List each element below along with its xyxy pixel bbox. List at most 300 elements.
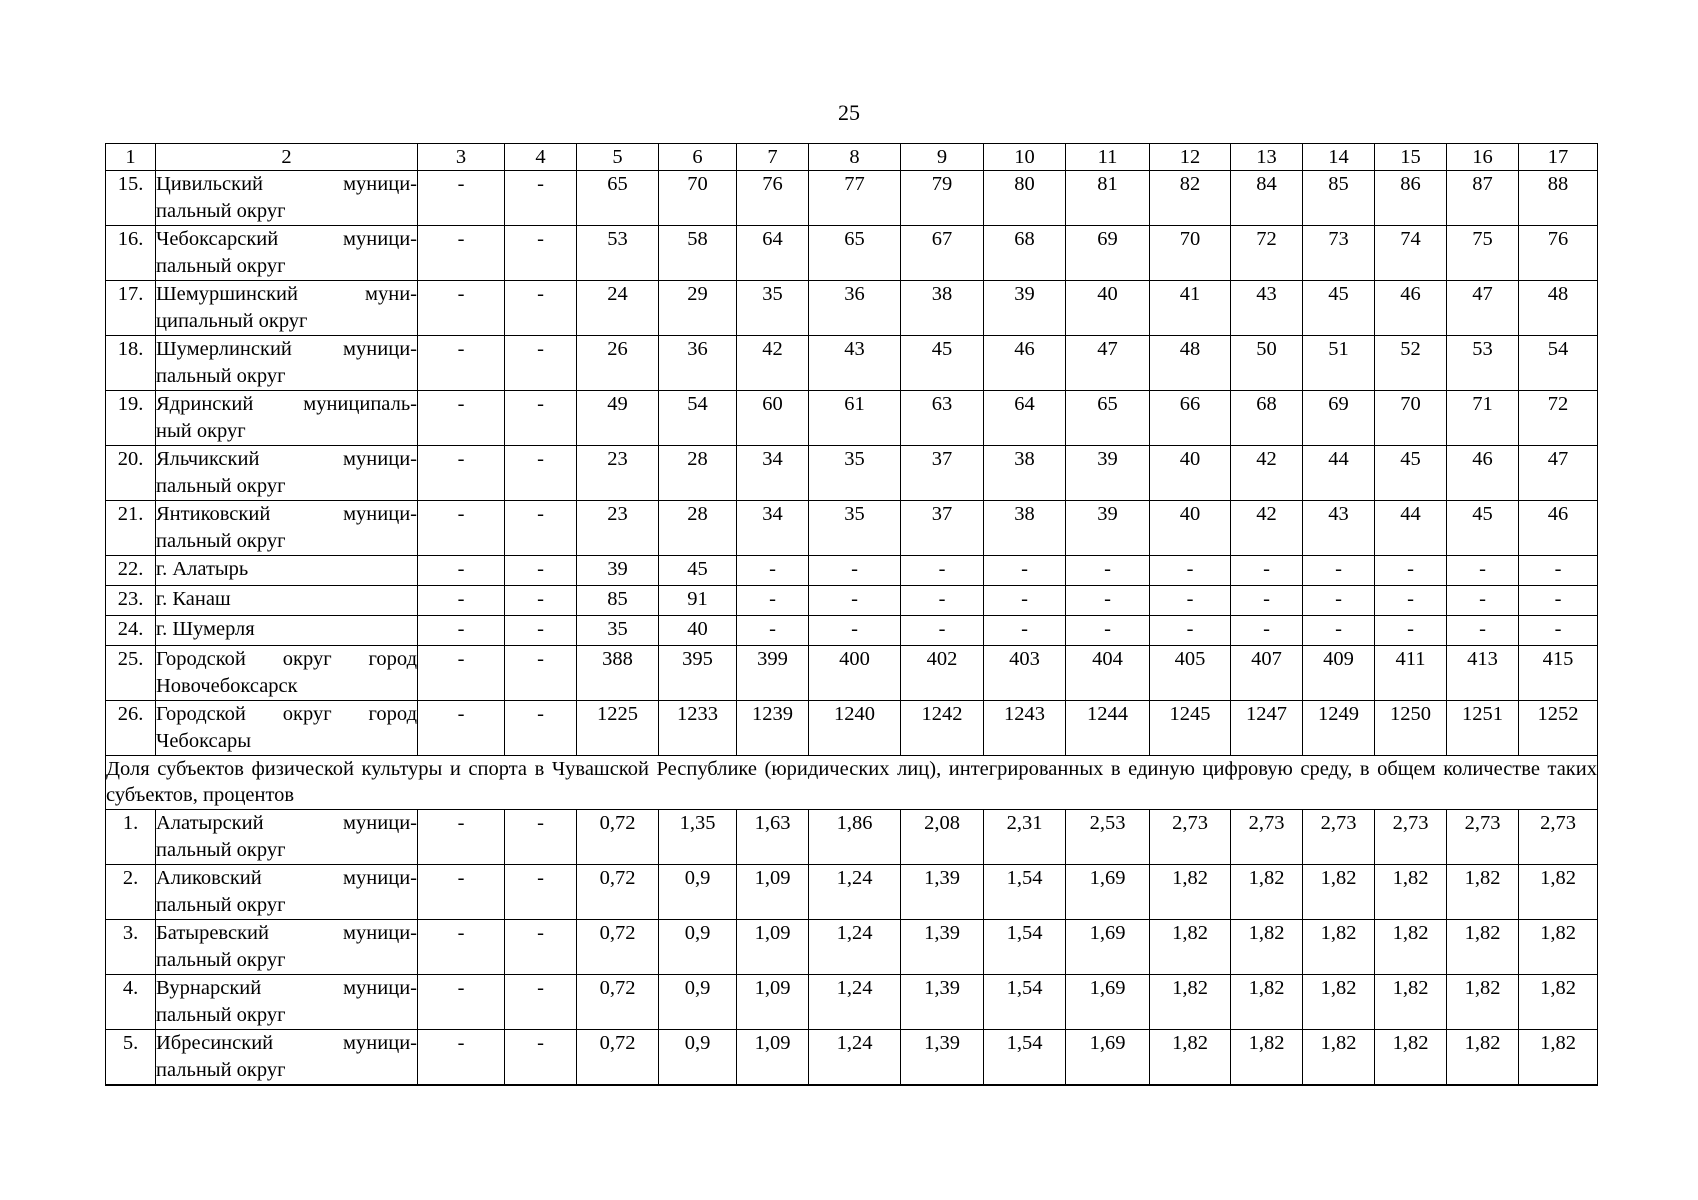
- value-cell: 68: [984, 226, 1066, 281]
- value-cell: 54: [659, 391, 737, 446]
- value-cell: 45: [1447, 501, 1519, 556]
- value-cell: 74: [1375, 226, 1447, 281]
- value-cell: -: [505, 646, 577, 701]
- municipality-name-line-1: Шумерлинский муници-: [156, 338, 417, 360]
- column-number-cell: 7: [737, 144, 809, 171]
- value-cell: -: [505, 336, 577, 391]
- municipality-name-line-2: пальный округ: [156, 475, 286, 497]
- value-cell: 0,72: [577, 920, 659, 975]
- value-cell: -: [1519, 616, 1598, 646]
- value-cell: 40: [1150, 501, 1231, 556]
- value-cell: 2,73: [1231, 810, 1303, 865]
- column-number-cell: 4: [505, 144, 577, 171]
- value-cell: 42: [1231, 446, 1303, 501]
- value-cell: 43: [1231, 281, 1303, 336]
- value-cell: 1,24: [809, 920, 901, 975]
- value-cell: 35: [809, 501, 901, 556]
- value-cell: -: [1447, 616, 1519, 646]
- value-cell: 44: [1303, 446, 1375, 501]
- municipality-name-cell: [156, 586, 418, 616]
- value-cell: 45: [659, 556, 737, 586]
- municipality-name-line-1: г. Канаш: [156, 588, 231, 610]
- value-cell: 85: [1303, 171, 1375, 226]
- value-cell: 1,82: [1303, 1030, 1375, 1086]
- municipality-name-line-2: пальный округ: [156, 1059, 286, 1081]
- municipality-name-cell: [156, 920, 418, 975]
- value-cell: 1,09: [737, 975, 809, 1030]
- row-number-cell: 17.: [106, 281, 156, 336]
- value-cell: 63: [901, 391, 984, 446]
- municipality-name-line-2: пальный округ: [156, 365, 286, 387]
- value-cell: -: [901, 586, 984, 616]
- value-cell: 1243: [984, 701, 1066, 756]
- value-cell: 45: [1303, 281, 1375, 336]
- value-cell: -: [1150, 586, 1231, 616]
- value-cell: 1,82: [1150, 920, 1231, 975]
- value-cell: 1,35: [659, 810, 737, 865]
- value-cell: 67: [901, 226, 984, 281]
- value-cell: 53: [577, 226, 659, 281]
- row-number-cell: 16.: [106, 226, 156, 281]
- value-cell: 400: [809, 646, 901, 701]
- value-cell: -: [418, 391, 505, 446]
- column-number-cell: 2: [156, 144, 418, 171]
- municipality-name-line-1: г. Шумерля: [156, 618, 255, 640]
- value-cell: 1,09: [737, 865, 809, 920]
- value-cell: 0,9: [659, 1030, 737, 1086]
- value-cell: 1,82: [1447, 975, 1519, 1030]
- municipality-name-line-1: Ядринский муниципаль-: [156, 393, 417, 415]
- value-cell: 68: [1231, 391, 1303, 446]
- value-cell: 87: [1447, 171, 1519, 226]
- value-cell: 65: [1066, 391, 1150, 446]
- value-cell: -: [1375, 616, 1447, 646]
- value-cell: 1247: [1231, 701, 1303, 756]
- row-number-cell: 18.: [106, 336, 156, 391]
- value-cell: 1,82: [1231, 920, 1303, 975]
- value-cell: 86: [1375, 171, 1447, 226]
- value-cell: 28: [659, 501, 737, 556]
- value-cell: -: [1231, 616, 1303, 646]
- value-cell: -: [418, 646, 505, 701]
- value-cell: 1,24: [809, 865, 901, 920]
- value-cell: 69: [1303, 391, 1375, 446]
- value-cell: 1233: [659, 701, 737, 756]
- value-cell: -: [737, 556, 809, 586]
- value-cell: 24: [577, 281, 659, 336]
- municipality-name-cell: [156, 226, 418, 281]
- value-cell: 47: [1519, 446, 1598, 501]
- value-cell: 35: [577, 616, 659, 646]
- column-number-cell: 13: [1231, 144, 1303, 171]
- municipality-name-cell: [156, 646, 418, 701]
- municipality-name-cell: [156, 556, 418, 586]
- value-cell: 48: [1519, 281, 1598, 336]
- value-cell: -: [1447, 556, 1519, 586]
- value-cell: 43: [1303, 501, 1375, 556]
- value-cell: 1,09: [737, 920, 809, 975]
- value-cell: 29: [659, 281, 737, 336]
- municipality-name-line-1: Вурнарский муници-: [156, 977, 417, 999]
- value-cell: 1239: [737, 701, 809, 756]
- table-row: [106, 810, 1598, 865]
- value-cell: 51: [1303, 336, 1375, 391]
- column-number-cell: 12: [1150, 144, 1231, 171]
- value-cell: -: [418, 446, 505, 501]
- value-cell: 38: [901, 281, 984, 336]
- value-cell: 70: [1375, 391, 1447, 446]
- table-header-row: [106, 144, 1598, 171]
- value-cell: 66: [1150, 391, 1231, 446]
- value-cell: 40: [1066, 281, 1150, 336]
- column-number-cell: 15: [1375, 144, 1447, 171]
- table-row: [106, 226, 1598, 281]
- municipality-name-line-1: Городской округ город: [156, 648, 417, 670]
- value-cell: -: [1066, 586, 1150, 616]
- value-cell: 37: [901, 501, 984, 556]
- row-number-cell: 5.: [106, 1030, 156, 1086]
- value-cell: -: [809, 616, 901, 646]
- value-cell: 38: [984, 446, 1066, 501]
- value-cell: -: [418, 281, 505, 336]
- value-cell: 65: [809, 226, 901, 281]
- value-cell: -: [505, 920, 577, 975]
- value-cell: 0,72: [577, 975, 659, 1030]
- value-cell: 1,82: [1231, 975, 1303, 1030]
- value-cell: -: [1231, 556, 1303, 586]
- value-cell: -: [1066, 616, 1150, 646]
- value-cell: -: [809, 556, 901, 586]
- value-cell: 46: [984, 336, 1066, 391]
- value-cell: 2,53: [1066, 810, 1150, 865]
- municipality-name-line-2: ципальный округ: [156, 310, 308, 332]
- value-cell: 1,09: [737, 1030, 809, 1086]
- municipality-name-cell: [156, 975, 418, 1030]
- value-cell: 1,69: [1066, 920, 1150, 975]
- value-cell: 58: [659, 226, 737, 281]
- value-cell: -: [505, 391, 577, 446]
- value-cell: 1,82: [1375, 865, 1447, 920]
- municipality-name-cell: [156, 616, 418, 646]
- value-cell: -: [505, 226, 577, 281]
- table-row: [106, 281, 1598, 336]
- municipality-name-line-2: ный округ: [156, 420, 246, 442]
- value-cell: 50: [1231, 336, 1303, 391]
- row-number-cell: 4.: [106, 975, 156, 1030]
- value-cell: 1242: [901, 701, 984, 756]
- value-cell: 34: [737, 446, 809, 501]
- value-cell: 2,73: [1447, 810, 1519, 865]
- column-number-cell: 8: [809, 144, 901, 171]
- value-cell: 23: [577, 446, 659, 501]
- value-cell: -: [984, 616, 1066, 646]
- column-number-cell: 3: [418, 144, 505, 171]
- value-cell: 1,82: [1447, 920, 1519, 975]
- column-number-cell: 6: [659, 144, 737, 171]
- table-row: [106, 616, 1598, 646]
- value-cell: 1,24: [809, 975, 901, 1030]
- value-cell: -: [418, 1030, 505, 1086]
- value-cell: 1249: [1303, 701, 1375, 756]
- value-cell: 28: [659, 446, 737, 501]
- row-number-cell: 15.: [106, 171, 156, 226]
- value-cell: 42: [1231, 501, 1303, 556]
- column-number-cell: 10: [984, 144, 1066, 171]
- value-cell: 43: [809, 336, 901, 391]
- value-cell: 40: [659, 616, 737, 646]
- value-cell: -: [984, 556, 1066, 586]
- value-cell: -: [418, 920, 505, 975]
- value-cell: -: [1519, 586, 1598, 616]
- value-cell: -: [505, 556, 577, 586]
- value-cell: 34: [737, 501, 809, 556]
- value-cell: -: [418, 616, 505, 646]
- column-number-cell: 1: [106, 144, 156, 171]
- value-cell: 1,69: [1066, 1030, 1150, 1086]
- row-number-cell: 19.: [106, 391, 156, 446]
- municipality-name-line-2: пальный округ: [156, 839, 286, 861]
- municipality-name-line-2: пальный округ: [156, 1004, 286, 1026]
- value-cell: -: [901, 616, 984, 646]
- value-cell: 79: [901, 171, 984, 226]
- value-cell: 402: [901, 646, 984, 701]
- value-cell: 1,82: [1303, 865, 1375, 920]
- value-cell: -: [418, 336, 505, 391]
- value-cell: 46: [1447, 446, 1519, 501]
- value-cell: 35: [809, 446, 901, 501]
- value-cell: 1251: [1447, 701, 1519, 756]
- value-cell: 52: [1375, 336, 1447, 391]
- municipality-name-line-1: Цивильский муници-: [156, 173, 417, 195]
- value-cell: 1,82: [1303, 920, 1375, 975]
- value-cell: -: [418, 701, 505, 756]
- value-cell: 85: [577, 586, 659, 616]
- value-cell: 1,82: [1150, 865, 1231, 920]
- value-cell: 0,9: [659, 975, 737, 1030]
- value-cell: 64: [737, 226, 809, 281]
- row-number-cell: 20.: [106, 446, 156, 501]
- value-cell: 1,86: [809, 810, 901, 865]
- value-cell: 413: [1447, 646, 1519, 701]
- table-row: [106, 975, 1598, 1030]
- municipality-name-cell: [156, 701, 418, 756]
- value-cell: -: [1150, 616, 1231, 646]
- row-number-cell: 26.: [106, 701, 156, 756]
- municipality-name-line-1: Батыревский муници-: [156, 922, 417, 944]
- table-row: [106, 171, 1598, 226]
- municipality-name-line-2: пальный округ: [156, 949, 286, 971]
- value-cell: -: [505, 501, 577, 556]
- value-cell: 1,82: [1519, 1030, 1598, 1086]
- value-cell: 1,69: [1066, 975, 1150, 1030]
- value-cell: 53: [1447, 336, 1519, 391]
- value-cell: -: [1231, 586, 1303, 616]
- value-cell: 44: [1375, 501, 1447, 556]
- value-cell: 1,69: [1066, 865, 1150, 920]
- municipality-name-line-1: Янтиковский муници-: [156, 503, 417, 525]
- value-cell: 2,73: [1303, 810, 1375, 865]
- municipality-name-line-2: пальный округ: [156, 200, 286, 222]
- value-cell: 1,63: [737, 810, 809, 865]
- table-row: [106, 865, 1598, 920]
- value-cell: 1,24: [809, 1030, 901, 1086]
- section-title: Доля субъектов физической культуры и спорта в Чувашской Республике (юридических лиц), интегрированных в единую цифровую среду, в общем количестве таких субъектов, процентов: [106, 756, 1598, 810]
- value-cell: 407: [1231, 646, 1303, 701]
- value-cell: 1,82: [1519, 865, 1598, 920]
- table-row: [106, 501, 1598, 556]
- value-cell: 46: [1519, 501, 1598, 556]
- municipality-name-line-1: Ибресинский муници-: [156, 1032, 417, 1054]
- table-row: [106, 391, 1598, 446]
- value-cell: 37: [901, 446, 984, 501]
- value-cell: -: [418, 226, 505, 281]
- table-row: [106, 336, 1598, 391]
- value-cell: -: [1150, 556, 1231, 586]
- value-cell: -: [418, 975, 505, 1030]
- value-cell: 23: [577, 501, 659, 556]
- value-cell: 75: [1447, 226, 1519, 281]
- value-cell: 1,82: [1231, 1030, 1303, 1086]
- value-cell: 2,31: [984, 810, 1066, 865]
- value-cell: 39: [1066, 446, 1150, 501]
- value-cell: 1,82: [1150, 975, 1231, 1030]
- value-cell: 1,39: [901, 975, 984, 1030]
- value-cell: -: [737, 586, 809, 616]
- municipality-name-line-1: г. Алатырь: [156, 558, 249, 580]
- value-cell: 26: [577, 336, 659, 391]
- value-cell: 76: [737, 171, 809, 226]
- value-cell: 42: [737, 336, 809, 391]
- row-number-cell: 3.: [106, 920, 156, 975]
- value-cell: 1252: [1519, 701, 1598, 756]
- value-cell: 65: [577, 171, 659, 226]
- value-cell: 1,82: [1150, 1030, 1231, 1086]
- value-cell: -: [505, 701, 577, 756]
- municipality-name-line-1: Яльчикский муници-: [156, 448, 417, 470]
- indicator-table: [105, 143, 1598, 1086]
- row-number-cell: 2.: [106, 865, 156, 920]
- value-cell: 1,39: [901, 920, 984, 975]
- value-cell: -: [418, 865, 505, 920]
- value-cell: 81: [1066, 171, 1150, 226]
- value-cell: 409: [1303, 646, 1375, 701]
- value-cell: 82: [1150, 171, 1231, 226]
- value-cell: -: [1375, 586, 1447, 616]
- row-number-cell: 23.: [106, 586, 156, 616]
- municipality-name-line-2: пальный округ: [156, 894, 286, 916]
- value-cell: 40: [1150, 446, 1231, 501]
- value-cell: 1225: [577, 701, 659, 756]
- value-cell: 0,72: [577, 810, 659, 865]
- municipality-name-cell: [156, 281, 418, 336]
- municipality-name-cell: [156, 865, 418, 920]
- table-row: [106, 646, 1598, 701]
- value-cell: 0,72: [577, 865, 659, 920]
- value-cell: 84: [1231, 171, 1303, 226]
- value-cell: -: [505, 281, 577, 336]
- value-cell: -: [1066, 556, 1150, 586]
- municipality-name-cell: [156, 446, 418, 501]
- column-number-cell: 11: [1066, 144, 1150, 171]
- municipality-name-cell: [156, 1030, 418, 1086]
- municipality-name-line-1: Аликовский муници-: [156, 867, 417, 889]
- value-cell: 77: [809, 171, 901, 226]
- value-cell: 1245: [1150, 701, 1231, 756]
- value-cell: 395: [659, 646, 737, 701]
- value-cell: 1,82: [1375, 920, 1447, 975]
- value-cell: 71: [1447, 391, 1519, 446]
- value-cell: 1,82: [1447, 865, 1519, 920]
- value-cell: 61: [809, 391, 901, 446]
- value-cell: 76: [1519, 226, 1598, 281]
- value-cell: 70: [659, 171, 737, 226]
- row-number-cell: 22.: [106, 556, 156, 586]
- value-cell: -: [505, 810, 577, 865]
- value-cell: 70: [1150, 226, 1231, 281]
- value-cell: -: [418, 501, 505, 556]
- value-cell: -: [1303, 616, 1375, 646]
- value-cell: 80: [984, 171, 1066, 226]
- value-cell: 399: [737, 646, 809, 701]
- value-cell: -: [505, 616, 577, 646]
- municipality-name-cell: [156, 501, 418, 556]
- municipality-name-line-2: пальный округ: [156, 530, 286, 552]
- municipality-name-line-1: Шемуршинский муни-: [156, 283, 417, 305]
- value-cell: 39: [577, 556, 659, 586]
- column-number-cell: 16: [1447, 144, 1519, 171]
- value-cell: 47: [1447, 281, 1519, 336]
- value-cell: 41: [1150, 281, 1231, 336]
- municipality-name-line-2: пальный округ: [156, 255, 286, 277]
- value-cell: 49: [577, 391, 659, 446]
- value-cell: -: [1519, 556, 1598, 586]
- row-number-cell: 21.: [106, 501, 156, 556]
- value-cell: -: [1303, 586, 1375, 616]
- value-cell: 36: [809, 281, 901, 336]
- column-number-cell: 17: [1519, 144, 1598, 171]
- value-cell: -: [418, 556, 505, 586]
- value-cell: 1,82: [1519, 920, 1598, 975]
- value-cell: 39: [1066, 501, 1150, 556]
- value-cell: 1244: [1066, 701, 1150, 756]
- value-cell: 46: [1375, 281, 1447, 336]
- column-number-cell: 14: [1303, 144, 1375, 171]
- value-cell: -: [505, 865, 577, 920]
- municipality-name-line-1: Чебоксарский муници-: [156, 228, 417, 250]
- value-cell: 0,9: [659, 865, 737, 920]
- value-cell: 48: [1150, 336, 1231, 391]
- value-cell: 47: [1066, 336, 1150, 391]
- value-cell: 403: [984, 646, 1066, 701]
- value-cell: 2,73: [1375, 810, 1447, 865]
- value-cell: 1,82: [1519, 975, 1598, 1030]
- value-cell: -: [1303, 556, 1375, 586]
- municipality-name-cell: [156, 336, 418, 391]
- value-cell: -: [418, 171, 505, 226]
- value-cell: 1250: [1375, 701, 1447, 756]
- value-cell: 1,82: [1303, 975, 1375, 1030]
- value-cell: 0,9: [659, 920, 737, 975]
- value-cell: 39: [984, 281, 1066, 336]
- column-number-cell: 9: [901, 144, 984, 171]
- value-cell: 1,82: [1231, 865, 1303, 920]
- value-cell: -: [737, 616, 809, 646]
- value-cell: 1,82: [1375, 1030, 1447, 1086]
- value-cell: -: [505, 1030, 577, 1086]
- row-number-cell: 1.: [106, 810, 156, 865]
- value-cell: 1,39: [901, 865, 984, 920]
- value-cell: 1,54: [984, 920, 1066, 975]
